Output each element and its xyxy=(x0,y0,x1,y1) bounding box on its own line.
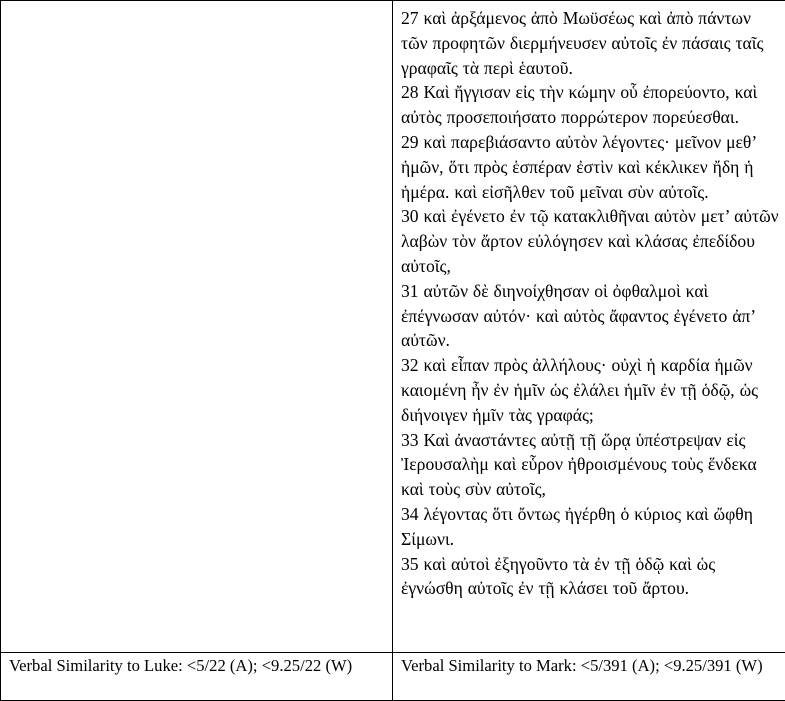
verse-31 xyxy=(401,279,779,353)
verse-text: καὶ παρεβιάσαντο αὐτὸν λέγοντες· μεῖνον μεθ’ ἡμῶν, ὅτι πρὸς ἑσπέραν ἐστὶν καὶ κέκλικεν ἤδη ἡ ἡμέρα. καὶ εἰσῆλθεν τοῦ μεῖναι σὺν αὐτοῖς. xyxy=(401,132,756,202)
mark-similarity-cell: Verbal Similarity to Mark: <5/391 (A); <9.25/391 (W) xyxy=(393,653,785,701)
verse-number: 34 xyxy=(401,504,419,524)
luke-similarity-cell: Verbal Similarity to Luke: <5/22 (A); <9.25/22 (W) xyxy=(1,653,393,701)
verse-29 xyxy=(401,130,779,204)
verse-text: Καὶ ἀναστάντες αὐτῇ τῇ ὥρᾳ ὑπέστρεψαν εἰς Ἰερουσαλὴμ καὶ εὗρον ἠθροισμένους τοὺς ἕνδεκα καὶ τοὺς σὺν αὐτοῖς, xyxy=(401,430,757,500)
verse-32 xyxy=(401,353,779,427)
verse-number: 28 xyxy=(401,82,419,102)
verse-number: 27 xyxy=(401,8,419,28)
verse-34 xyxy=(401,502,779,552)
similarity-row xyxy=(1,653,785,701)
verse-number: 32 xyxy=(401,355,419,375)
verse-number: 29 xyxy=(401,132,419,152)
verse-number: 33 xyxy=(401,430,419,450)
verse-number: 30 xyxy=(401,206,419,226)
verse-28 xyxy=(401,80,779,130)
verse-text: λέγοντας ὅτι ὄντως ἠγέρθη ὁ κύριος καὶ ὤφθη Σίμωνι. xyxy=(401,504,753,549)
verse-text: καὶ ἀρξάμενος ἀπὸ Μωϋσέως καὶ ἀπὸ πάντων τῶν προφητῶν διερμήνευσεν αὐτοῖς ἐν πάσαις ταῖς γραφαῖς τὰ περὶ ἑαυτοῦ. xyxy=(401,8,763,78)
verse-33 xyxy=(401,428,779,502)
verse-number: 31 xyxy=(401,281,419,301)
verse-row xyxy=(1,1,785,653)
verse-27 xyxy=(401,6,779,80)
verse-number: 35 xyxy=(401,554,419,574)
verse-text: καὶ ἐγένετο ἐν τῷ κατακλιθῆναι αὐτὸν μετ’ αὐτῶν λαβὼν τὸν ἄρτον εὐλόγησεν καὶ κλάσας ἐπεδίδου αὐτοῖς, xyxy=(401,206,779,276)
verse-text: καὶ εἶπαν πρὸς ἀλλήλους· οὐχὶ ἡ καρδία ἡμῶν καιομένη ἦν ἐν ἡμῖν ὡς ἐλάλει ἡμῖν ἐν τῇ ὁδῷ, ὡς διήνοιγεν ἡμῖν τὰς γραφάς; xyxy=(401,355,758,425)
left-empty-cell xyxy=(1,1,393,653)
verse-text: καὶ αὐτοὶ ἐξηγοῦντο τὰ ἐν τῇ ὁδῷ καὶ ὡς ἐγνώσθη αὐτοῖς ἐν τῇ κλάσει τοῦ ἄρτου. xyxy=(401,554,715,599)
verse-30 xyxy=(401,204,779,278)
verse-text: Καὶ ἤγγισαν εἰς τὴν κώμην οὗ ἐπορεύοντο, καὶ αὐτὸς προσεποιήσατο πορρώτερον πορεύεσθαι. xyxy=(401,82,757,127)
greek-text-cell xyxy=(393,1,785,653)
verse-text: αὐτῶν δὲ διηνοίχθησαν οἱ ὀφθαλμοὶ καὶ ἐπέγνωσαν αὐτόν· καὶ αὐτὸς ἄφαντος ἐγένετο ἀπ’ αὐτῶν. xyxy=(401,281,755,351)
verse-35 xyxy=(401,552,779,602)
